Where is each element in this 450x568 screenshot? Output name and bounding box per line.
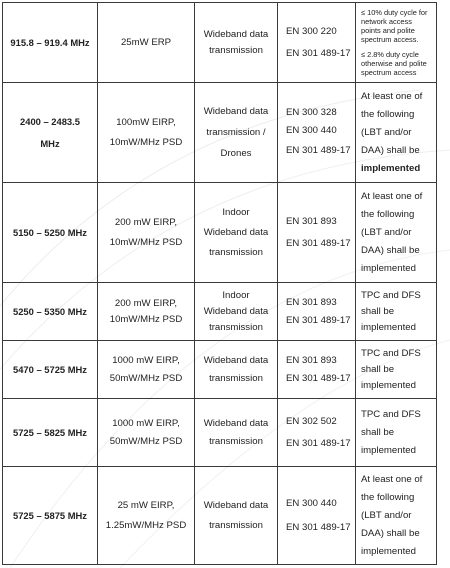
application-line: Wideband data — [203, 28, 269, 40]
application-line: Wideband data — [203, 226, 269, 238]
application-line: Wideband data — [203, 354, 269, 366]
standard-line: EN 301 489-17 — [286, 521, 351, 533]
note-line: shall be — [361, 426, 395, 438]
standard-line: EN 301 489-17 — [286, 372, 351, 384]
frequency-cell — [3, 83, 98, 183]
application-line: Wideband data — [203, 106, 269, 117]
table-row — [3, 83, 437, 183]
frequency-line: 2400 – 2483.5 — [20, 115, 80, 127]
standards-cell — [278, 283, 356, 341]
standards-cell — [278, 83, 356, 183]
notes-cell — [356, 83, 437, 183]
frequency-cell: 5250 – 5350 MHz — [3, 283, 98, 341]
application-line: Wideband data — [203, 305, 269, 317]
standard-line: EN 300 440 — [286, 124, 337, 136]
power-line: 1000 mW EIRP, — [112, 354, 180, 366]
note-line: At least one of — [361, 190, 423, 202]
note-line: TPC and DFS — [361, 347, 421, 359]
table-row — [3, 467, 437, 565]
note-line: (LBT and/or — [361, 226, 412, 238]
application-line: Indoor — [222, 206, 250, 218]
application-cell — [195, 341, 278, 399]
power-line: 50mW/MHz PSD — [109, 372, 183, 384]
power-cell — [98, 283, 195, 341]
power-line: 10mW/MHz PSD — [109, 136, 183, 148]
standard-line: EN 301 489-17 — [286, 237, 351, 249]
application-line: transmission / — [206, 127, 266, 138]
note-line: the following — [361, 491, 415, 503]
application-line: transmission — [209, 246, 263, 258]
table-row — [3, 183, 437, 283]
power-line: 200 mW EIRP, — [114, 297, 178, 309]
power-cell — [98, 341, 195, 399]
power-line: 1000 mW EIRP, — [112, 417, 180, 429]
standards-cell — [278, 183, 356, 283]
note-line: the following — [361, 208, 415, 220]
note-line: TPC and DFS — [361, 408, 421, 420]
table-row — [3, 283, 437, 341]
frequency-cell: 5470 – 5725 MHz — [3, 341, 98, 399]
application-line: Wideband data — [203, 417, 269, 429]
note-line: DAA) shall be — [361, 244, 420, 256]
note-line: ≤ 10% duty cycle for network access points and polite spectrum access. — [361, 8, 428, 44]
power-line: 50mW/MHz PSD — [109, 435, 183, 447]
note-line: (LBT and/or — [361, 126, 412, 138]
note-line: At least one of — [361, 473, 423, 485]
power-line: 25 mW EIRP, — [117, 499, 175, 511]
application-line: transmission — [209, 321, 263, 333]
standards-cell — [278, 3, 356, 83]
standard-line: EN 300 328 — [286, 106, 337, 118]
note-line: shall be — [361, 363, 395, 375]
note-line: implemented — [361, 162, 421, 174]
power-line: 100mW EIRP, — [116, 116, 176, 128]
note-line: implemented — [361, 545, 416, 557]
notes-cell — [356, 283, 437, 341]
application-line: Wideband data — [203, 499, 269, 511]
note-line: DAA) shall be — [361, 527, 420, 539]
frequency-regulation-table — [2, 2, 437, 565]
standard-line: EN 301 489-17 — [286, 314, 351, 326]
power-cell — [98, 183, 195, 283]
application-cell — [195, 3, 278, 83]
power-line: 10mW/MHz PSD — [109, 236, 183, 248]
application-cell — [195, 83, 278, 183]
note-line: DAA) shall be — [361, 144, 420, 156]
notes-cell — [356, 183, 437, 283]
power-cell — [98, 83, 195, 183]
standard-line: EN 301 893 — [286, 215, 337, 227]
standard-line: EN 301 489-17 — [286, 437, 351, 449]
power-cell — [98, 467, 195, 565]
standard-line: EN 301 489-17 — [286, 47, 351, 59]
notes-cell — [356, 341, 437, 399]
standard-line: EN 301 893 — [286, 296, 337, 308]
frequency-cell: 5150 – 5250 MHz — [3, 183, 98, 283]
power-cell — [98, 399, 195, 467]
table-row — [3, 399, 437, 467]
application-line: transmission — [209, 372, 263, 384]
notes-cell — [356, 3, 437, 83]
frequency-line: MHz — [40, 137, 60, 149]
power-line: 10mW/MHz PSD — [109, 313, 183, 325]
standards-cell — [278, 467, 356, 565]
note-line: (LBT and/or — [361, 509, 412, 521]
frequency-cell: 5725 – 5875 MHz — [3, 467, 98, 565]
power-line: 200 mW EIRP, — [114, 216, 178, 228]
table-row — [3, 341, 437, 399]
standard-line: EN 300 440 — [286, 497, 337, 509]
standards-cell — [278, 399, 356, 467]
power-line: 1.25mW/MHz PSD — [105, 519, 187, 531]
frequency-cell: 5725 – 5825 MHz — [3, 399, 98, 467]
notes-cell — [356, 399, 437, 467]
application-line: Drones — [220, 148, 252, 159]
note-line: implemented — [361, 262, 416, 274]
application-line: transmission — [209, 44, 263, 56]
power-cell — [98, 3, 195, 83]
frequency-cell: 915.8 – 919.4 MHz — [3, 3, 98, 83]
note-line: implemented — [361, 321, 416, 333]
application-cell — [195, 283, 278, 341]
note-line: the following — [361, 108, 415, 120]
note-line: implemented — [361, 444, 416, 456]
power-line: 25mW ERP — [120, 36, 172, 48]
note-line: shall be — [361, 305, 395, 317]
application-line: transmission — [209, 519, 263, 531]
note-line: ≤ 2.8% duty cycle otherwise and polite spectrum access — [361, 50, 427, 77]
notes-cell — [356, 467, 437, 565]
note-line: implemented — [361, 379, 416, 391]
standard-line: EN 301 489-17 — [286, 144, 351, 156]
application-cell — [195, 467, 278, 565]
application-cell — [195, 183, 278, 283]
standard-line: EN 302 502 — [286, 415, 337, 427]
note-line: TPC and DFS — [361, 289, 421, 301]
application-line: Indoor — [222, 289, 250, 301]
standard-line: EN 301 893 — [286, 354, 337, 366]
standards-cell — [278, 341, 356, 399]
note-line: At least one of — [361, 90, 423, 102]
standard-line: EN 300 220 — [286, 25, 337, 37]
application-cell — [195, 399, 278, 467]
table-row — [3, 3, 437, 83]
application-line: transmission — [209, 435, 263, 447]
